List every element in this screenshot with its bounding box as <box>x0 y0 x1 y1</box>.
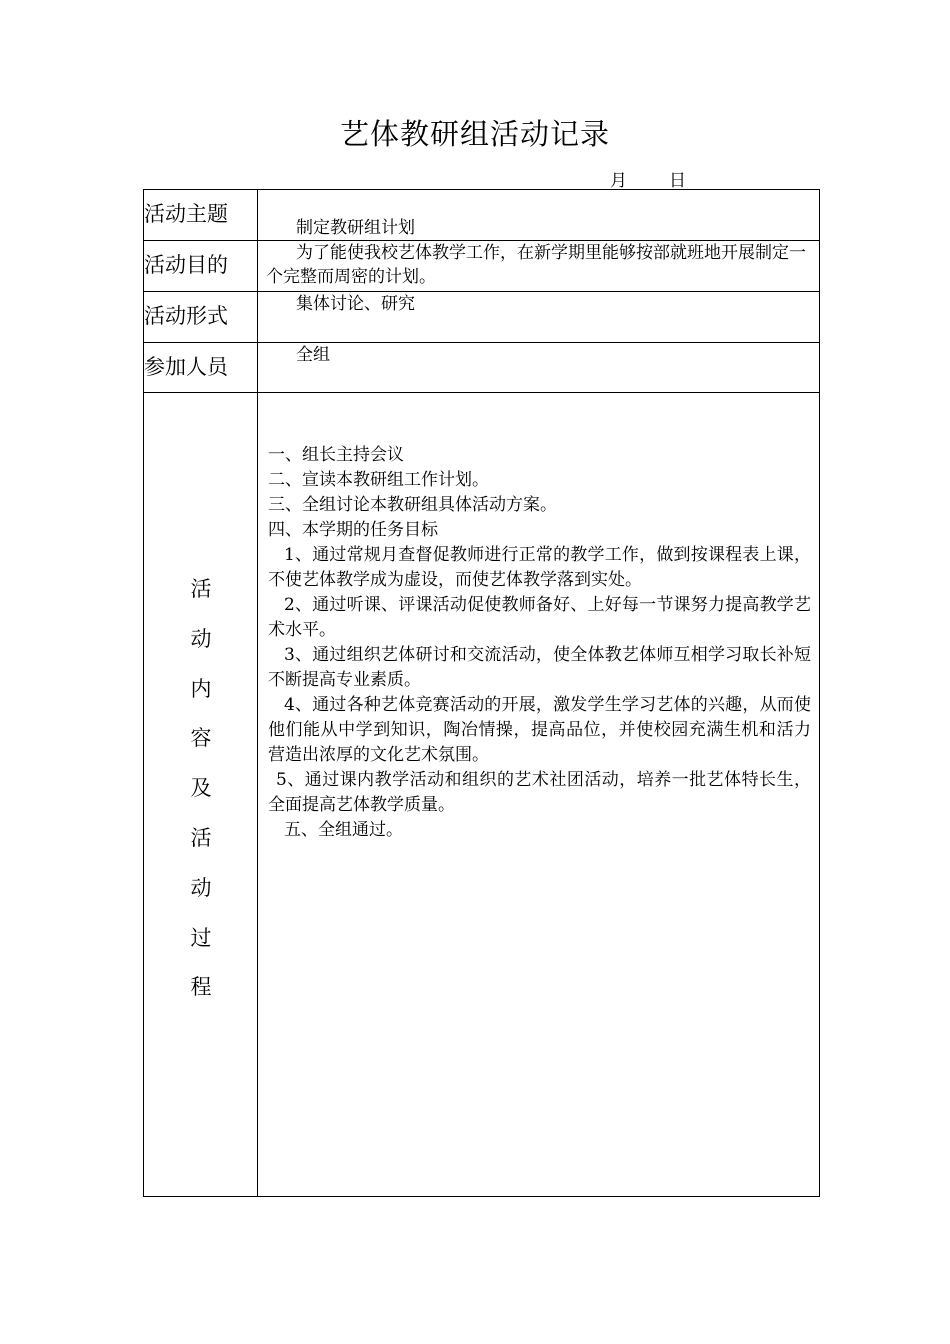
row-value-form <box>258 292 820 343</box>
table-row <box>144 343 820 393</box>
row-label-text: 活动形式 <box>144 304 228 328</box>
row-label-text: 活动目的 <box>144 253 228 277</box>
row-value-text: 集体讨论、研究 <box>296 294 415 314</box>
content-body <box>258 393 819 843</box>
content-line: 4、通过各种艺体竞赛活动的开展，激发学生学习艺体的兴趣，从而使他们能从中学到知识，陶冶情操，提高品位，并使校园充满生机和活力营造出浓厚的文化艺术氛围。 <box>268 695 811 765</box>
date-day: 日 <box>669 171 686 191</box>
page-title: 艺体教研组活动记录 <box>339 117 610 151</box>
row-label-purpose <box>144 241 258 292</box>
content-line: 四、本学期的任务目标 <box>268 520 438 540</box>
table-row <box>144 190 820 241</box>
row-value-text: 制定教研组计划 <box>296 218 415 238</box>
row-value-purpose <box>258 241 820 292</box>
table-row <box>144 241 820 292</box>
row-label-text: 活动主题 <box>144 202 228 226</box>
content-cell <box>258 393 820 1197</box>
row-value-text: 为了能使我校艺体教学工作，在新学期里能够按部就班地开展制定一个完整而周密的计划。 <box>266 243 806 287</box>
date-month: 月 <box>610 171 627 191</box>
content-line: 二、宣读本教研组工作计划。 <box>268 470 489 490</box>
row-value-text: 全组 <box>296 345 330 365</box>
row-value-theme <box>258 190 820 241</box>
content-label-char: 活 <box>190 825 212 850</box>
content-line: 三、全组讨论本教研组具体活动方案。 <box>268 495 557 515</box>
content-line: 2、通过听课、评课活动促使教师备好、上好每一节课努力提高教学艺术水平。 <box>268 595 811 640</box>
date-line <box>610 166 686 191</box>
content-label-char: 活 <box>190 577 212 601</box>
content-label-vertical <box>143 573 259 1021</box>
content-line: 3、通过组织艺体研讨和交流活动，使全体教艺体师互相学习取长补短不断提高专业素质。 <box>268 645 811 690</box>
content-label-char: 内 <box>190 676 212 701</box>
content-line: 五、全组通过。 <box>284 820 403 840</box>
row-label-theme <box>144 190 258 241</box>
content-line: 1、通过常规月查督促教师进行正常的教学工作，做到按课程表上课，不使艺体教学成为虚设，而使艺体教学落到实处。 <box>268 545 811 590</box>
content-label-char: 过 <box>190 925 212 950</box>
content-label-char: 程 <box>190 975 212 1000</box>
row-value-people <box>258 343 820 393</box>
content-line: 5、通过课内教学活动和组织的艺术社团活动，培养一批艺体特长生，全面提高艺体教学质量。 <box>268 770 811 815</box>
content-label-char: 容 <box>190 726 212 751</box>
row-label-text: 参加人员 <box>144 355 228 379</box>
content-label-char: 及 <box>190 776 212 801</box>
content-label-char: 动 <box>190 626 212 651</box>
row-label-people <box>144 343 258 393</box>
content-line: 一、组长主持会议 <box>268 445 404 465</box>
table-row <box>144 292 820 343</box>
row-label-form <box>144 292 258 343</box>
content-label-char: 动 <box>190 875 212 900</box>
